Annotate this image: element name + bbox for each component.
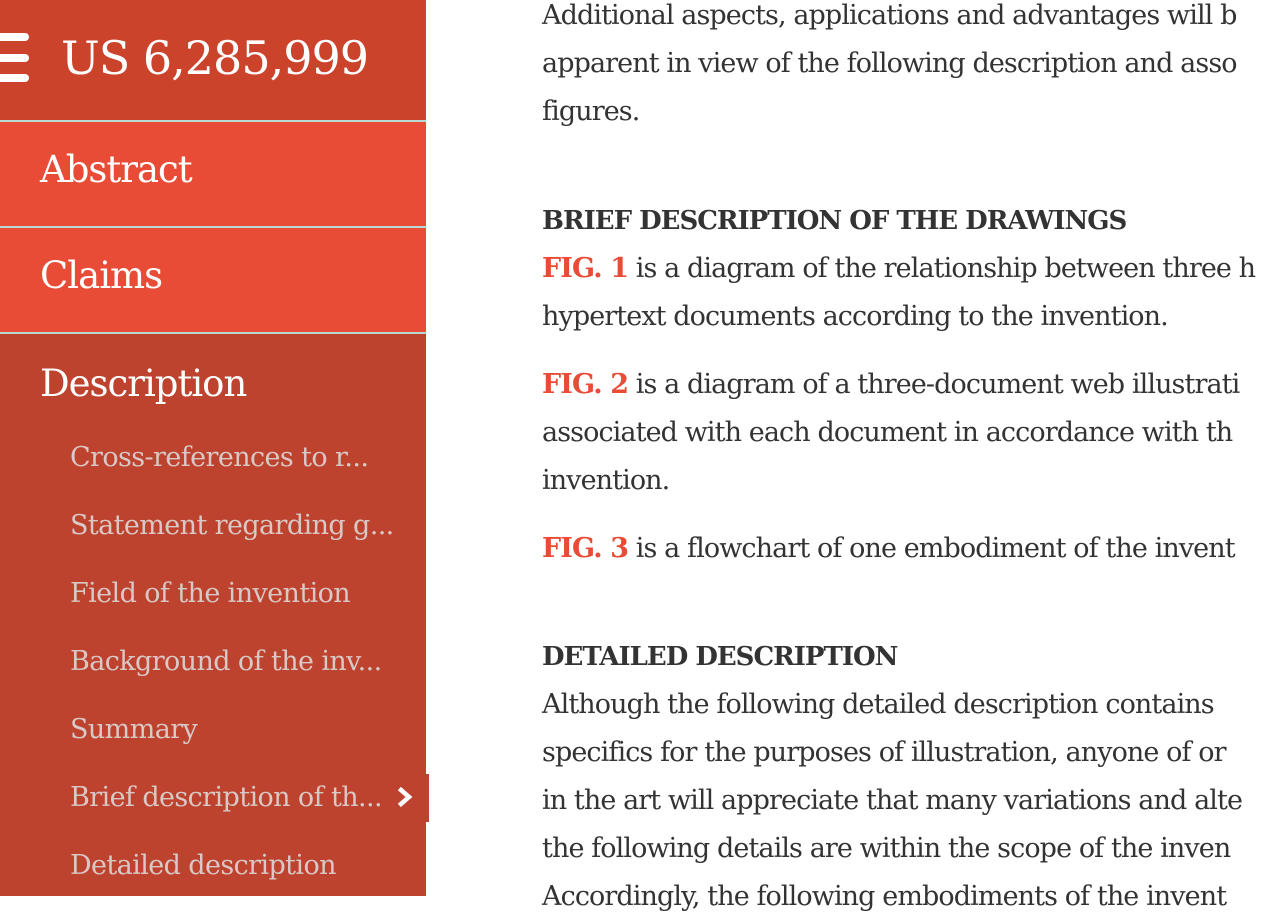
figure-text: is a diagram of the relationship between three h [628, 253, 1256, 284]
paragraph-line: hypertext documents according to the invention. [542, 301, 1168, 332]
sidebar-item-abstract[interactable] [0, 122, 426, 226]
sidebar-item-label: Abstract [40, 148, 192, 191]
paragraph-line: Although the following detailed description contains [542, 689, 1214, 720]
sidebar-subitem-field-of-invention[interactable]: Field of the invention [70, 578, 351, 609]
figure-text: is a diagram of a three-document web illustrati [628, 369, 1240, 400]
chevron-right-icon [398, 787, 414, 807]
paragraph-line: specifics for the purposes of illustration, anyone of or [542, 737, 1226, 768]
section-heading-brief-description: BRIEF DESCRIPTION OF THE DRAWINGS [542, 206, 1127, 236]
sidebar-item-label: Claims [40, 254, 163, 297]
hamburger-menu-icon[interactable] [0, 33, 30, 83]
patent-description-content [542, 0, 1282, 912]
sidebar-subitem-cross-references[interactable]: Cross-references to r... [70, 442, 369, 473]
fig-3-link[interactable]: FIG. 3 [542, 533, 629, 564]
sidebar [0, 0, 426, 896]
sidebar-item-claims[interactable] [0, 228, 426, 332]
paragraph-line: in the art will appreciate that many variations and alte [542, 785, 1243, 816]
section-heading-detailed-description: DETAILED DESCRIPTION [542, 642, 898, 672]
sidebar-subitem-summary[interactable]: Summary [70, 714, 198, 745]
fig-2-link[interactable]: FIG. 2 [542, 369, 629, 400]
paragraph-line: Additional aspects, applications and advantages will b [542, 0, 1237, 31]
sidebar-subitem-brief-description[interactable]: Brief description of th... [70, 782, 382, 813]
sidebar-header [0, 0, 426, 120]
figure-description-line [542, 529, 1235, 569]
paragraph-line: figures. [542, 96, 640, 127]
paragraph-line: invention. [542, 465, 670, 496]
sidebar-subitem-detailed-description[interactable]: Detailed description [70, 850, 336, 881]
paragraph-line: the following details are within the scope of the inven [542, 833, 1231, 864]
fig-1-link[interactable]: FIG. 1 [542, 253, 629, 284]
sidebar-item-description[interactable]: Description [40, 362, 247, 405]
paragraph-line: apparent in view of the following description and asso [542, 48, 1237, 79]
figure-text: is a flowchart of one embodiment of the invent [628, 533, 1235, 564]
paragraph-line: associated with each document in accordance with th [542, 417, 1233, 448]
sidebar-subitem-statement-regarding[interactable]: Statement regarding g... [70, 510, 394, 541]
patent-number-title[interactable]: US 6,285,999 [61, 31, 369, 85]
divider [0, 332, 426, 334]
sidebar-subitem-background[interactable]: Background of the inv... [70, 646, 382, 677]
paragraph-line: Accordingly, the following embodiments of the invent [542, 881, 1227, 912]
figure-description-line [542, 249, 1255, 289]
figure-description-line [542, 365, 1239, 405]
